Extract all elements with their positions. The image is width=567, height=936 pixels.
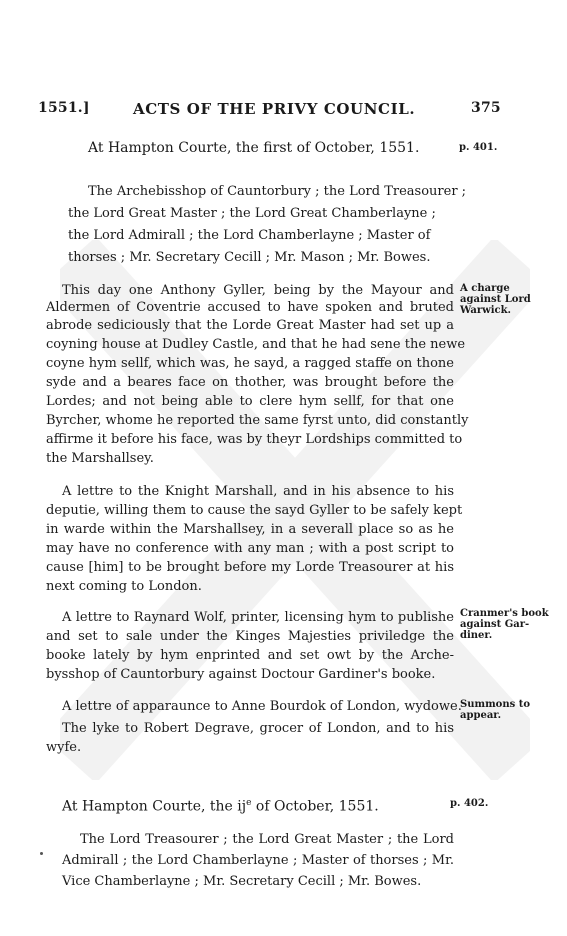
paragraph-line: bysshop of Cauntorbury against Doctour Gardiner's booke. — [46, 667, 436, 682]
paragraph-line: booke lately by hym enprinted and set owt by the Arche- — [46, 648, 454, 663]
page-header-year: 1551.] — [38, 100, 90, 116]
paragraph-line: in warde within the Marshallsey, in a severall place so as he — [46, 522, 454, 537]
paragraph-line: may have no conference with any man ; with a post script to — [46, 541, 454, 556]
paragraph-line: Lordes; and not being able to clere hym sellf, for that one — [46, 394, 454, 409]
attendance-line: the Lord Great Master ; the Lord Great Chamberlayne ; — [68, 206, 436, 221]
paragraph-line: affirme it before his face, was by theyr Lordships committed to — [46, 432, 463, 447]
side-note-line: appear. — [460, 710, 502, 721]
paragraph-line: abrode sediciously that the Lorde Great Master had set up a — [46, 318, 454, 333]
margin-page-ref: p. 401. — [459, 142, 498, 153]
paragraph-line: syde and a beares face on thother, was brought before the — [46, 375, 454, 390]
side-note-line: Cranmer's book — [460, 608, 549, 619]
paragraph-line: coyning house at Dudley Castle, and that he had sene the newe — [46, 337, 466, 352]
page-number: 375 — [471, 100, 501, 116]
side-note-line: Warwick. — [460, 305, 512, 316]
attendance-line: The Archebisshop of Cauntorbury ; the Lord Treasourer ; — [88, 184, 467, 199]
paragraph-line: next coming to London. — [46, 579, 202, 594]
attendance-line: The Lord Treasourer ; the Lord Great Master ; the Lord — [80, 832, 454, 847]
side-note-line: A charge — [460, 283, 510, 294]
side-note-line: Summons to — [460, 699, 530, 710]
paragraph-line: deputie, willing them to cause the sayd Gyller to be safely kept — [46, 503, 463, 518]
stray-mark — [40, 852, 43, 855]
side-note-line: against Lord — [460, 294, 531, 305]
attendance-line: thorses ; Mr. Secretary Cecill ; Mr. Mason ; Mr. Bowes. — [68, 250, 431, 265]
meeting-heading: At Hampton Courte, the first of October, 1551. — [88, 140, 420, 156]
attendance-line: Admirall ; the Lord Chamberlayne ; Master of thorses ; Mr. — [62, 853, 454, 868]
heading-text: At Hampton Courte, the ij — [62, 798, 247, 815]
paragraph-line: Aldermen of Coventrie accused to have spoken and bruted — [46, 300, 454, 315]
paragraph-line: cause [him] to be brought before my Lorde Treasourer at his — [46, 560, 454, 575]
running-title: ACTS OF THE PRIVY COUNCIL. — [133, 100, 416, 118]
paragraph-line: A lettre to Raynard Wolf, printer, licensing hym to publishe — [62, 610, 454, 625]
paragraph-line: wyfe. — [46, 740, 82, 755]
heading-superscript: e — [246, 798, 252, 808]
paragraph-line: the Marshallsey. — [46, 451, 154, 466]
margin-page-ref: p. 402. — [450, 798, 489, 809]
paragraph-line: This day one Anthony Gyller, being by the Mayour and — [62, 283, 454, 298]
attendance-line: Vice Chamberlayne ; Mr. Secretary Cecill ; Mr. Bowes. — [62, 874, 422, 889]
side-note-line: against Gar- — [460, 619, 530, 630]
paragraph-line: A lettre to the Knight Marshall, and in his absence to his — [62, 484, 454, 499]
heading-text: of October, 1551. — [251, 798, 379, 815]
paragraph-line: and set to sale under the Kinges Majesties priviledge the — [46, 629, 454, 644]
paragraph-line: Byrcher, whome he reported the same fyrst unto, did constantly — [46, 413, 469, 428]
attendance-line: the Lord Admirall ; the Lord Chamberlayne ; Master of — [68, 228, 431, 243]
paragraph-line: coyne hym sellf, which was, he sayd, a ragged staffe on thone — [46, 356, 454, 371]
paragraph-line: The lyke to Robert Degrave, grocer of London, and to his — [62, 721, 454, 736]
paragraph-line: A lettre of apparaunce to Anne Bourdok of London, wydowe. — [62, 699, 462, 714]
side-note-line: diner. — [460, 630, 493, 641]
meeting-heading-2 — [62, 795, 379, 815]
